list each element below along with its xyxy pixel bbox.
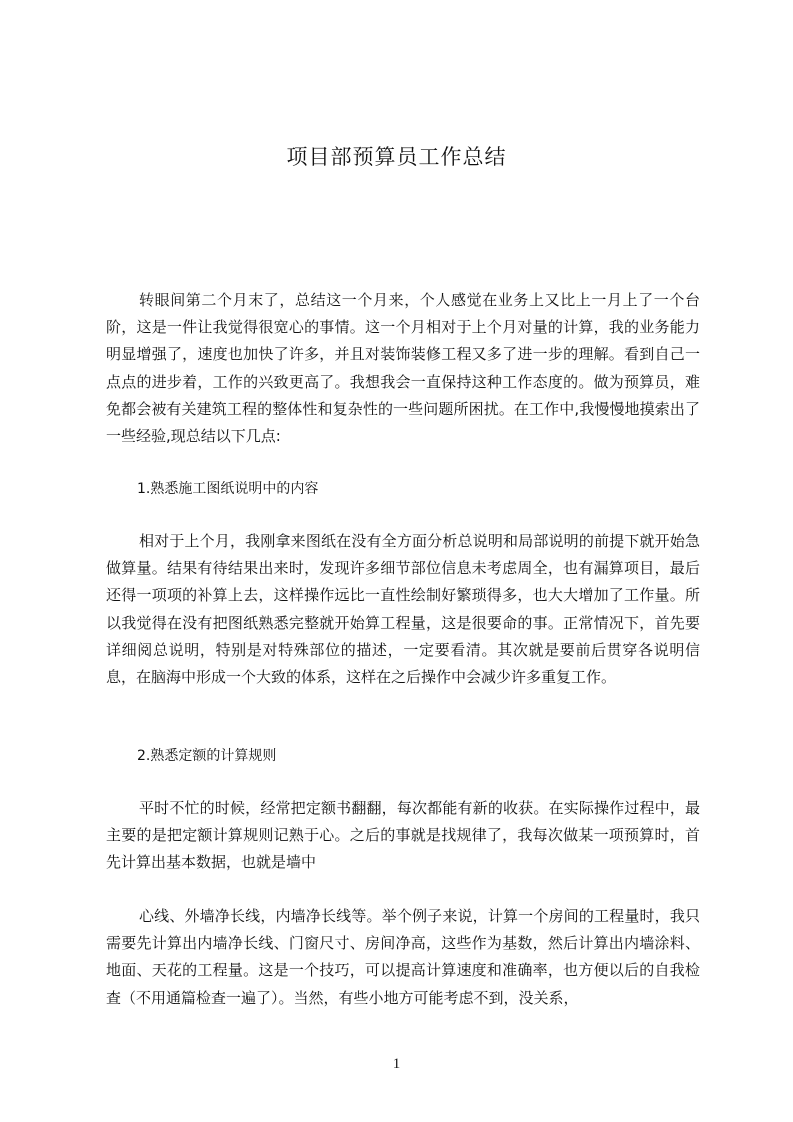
section-1-paragraph: 相对于上个月，我刚拿来图纸在没有全方面分析总说明和局部说明的前提下就开始急做算量。结果有待结果出来时，发现许多细节部位信息未考虑周全，也有漏算项目，最后还得一项项的补算上去，这样操作远比一直性绘制好繁琐得多，也大大增加了工作量。所以我觉得在没有把图纸熟悉完整就开始算工程量，这是很要命的事。正常情况下，首先要详细阅总说明，特别是对特殊部位的描述，一定要看清。其次就是要前后贯穿各说明信息，在脑海中形成一个大致的体系，这样在之后操作中会减少许多重复工作。: [106, 532, 700, 687]
page-number: 1: [392, 1056, 401, 1072]
intro-paragraph: 转眼间第二个月末了，总结这一个月来，个人感觉在业务上又比上一月上了一个台阶，这是一件让我觉得很宽心的事情。这一个月相对于上个月对量的计算，我的业务能力明显增强了，速度也加快了许多，并且对装饰装修工程又多了进一步的理解。看到自己一点点的进步着，工作的兴致更高了。我想我会一直保持这种工作态度的。做为预算员，难免都会被有关建筑工程的整体性和复杂性的一些问题所困扰。在工作中,我慢慢地摸索出了一些经验,现总结以下几点:: [106, 291, 700, 446]
section-2-paragraph: 平时不忙的时候，经常把定额书翻翻，每次都能有新的收获。在实际操作过程中，最主要的是把定额计算规则记熟于心。之后的事就是找规律了，我每次做某一项预算时，首先计算出基本数据，也就是墙中: [106, 799, 700, 872]
section-heading-2: 2.熟悉定额的计算规则: [137, 748, 277, 764]
document-title: 项目部预算员工作总结: [286, 145, 507, 169]
section-heading-1: 1.熟悉施工图纸说明中的内容: [137, 481, 319, 497]
section-2-continued-paragraph: 心线、外墙净长线，内墙净长线等。举个例子来说，计算一个房间的工程量时，我只需要先计算出内墙净长线、门窗尺寸、房间净高，这些作为基数，然后计算出内墙涂料、地面、天花的工程量。这是一个技巧，可以提高计算速度和准确率，也方便以后的自我检查（不用通篇检查一遍了）。当然，有些小地方可能考虑不到，没关系，: [106, 907, 700, 1007]
